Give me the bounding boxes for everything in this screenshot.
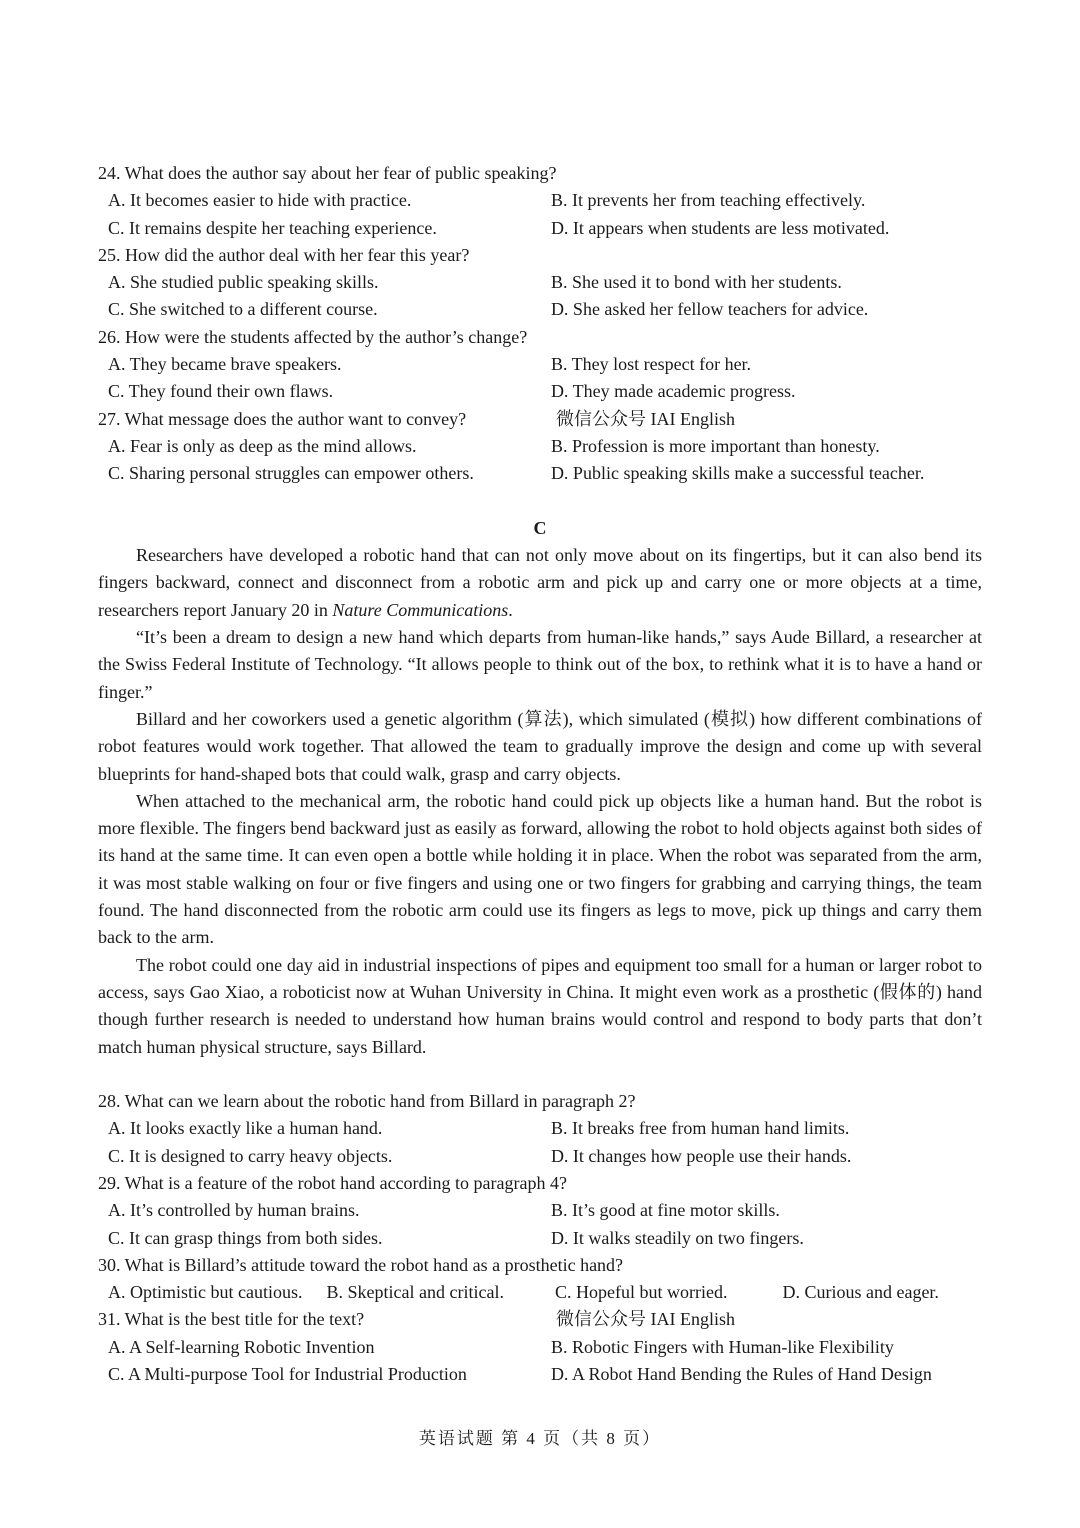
question-stem bbox=[98, 1088, 982, 1115]
option-d: D. A Robot Hand Bending the Rules of Hand Design bbox=[550, 1364, 932, 1385]
option-b: B. She used it to bond with her students. bbox=[550, 272, 842, 293]
option-c: C. It remains despite her teaching experience. bbox=[108, 217, 437, 238]
option-c: C. It is designed to carry heavy objects. bbox=[108, 1145, 393, 1166]
option-d: D. She asked her fellow teachers for advice. bbox=[550, 299, 869, 320]
option-row bbox=[98, 215, 982, 242]
option-row bbox=[98, 296, 982, 323]
question-stem bbox=[98, 406, 982, 433]
option-row bbox=[98, 433, 982, 460]
question-stem bbox=[98, 1170, 982, 1197]
option-row bbox=[98, 1197, 982, 1224]
option-a: A. Optimistic but cautious. bbox=[108, 1282, 303, 1303]
option-b: B. Robotic Fingers with Human-like Flexibility bbox=[550, 1336, 894, 1357]
section-title: C bbox=[533, 517, 547, 538]
watermark-note: 微信公众号 IAI English bbox=[556, 408, 735, 429]
paragraph bbox=[98, 542, 982, 624]
question-text: 29. What is a feature of the robot hand according to paragraph 4? bbox=[98, 1172, 567, 1193]
option-c: C. She switched to a different course. bbox=[108, 299, 378, 320]
option-row bbox=[98, 378, 982, 405]
paragraph bbox=[98, 788, 982, 952]
paragraph bbox=[98, 952, 982, 1061]
watermark-note: 微信公众号 IAI English bbox=[556, 1309, 735, 1330]
option-row bbox=[98, 351, 982, 378]
question-text: 25. How did the author deal with her fear this year? bbox=[98, 244, 470, 265]
option-d: D. Curious and eager. bbox=[782, 1282, 939, 1303]
question-text: 30. What is Billard’s attitude toward the robot hand as a prosthetic hand? bbox=[98, 1254, 624, 1275]
option-b: B. It’s good at fine motor skills. bbox=[550, 1200, 780, 1221]
option-c: C. It can grasp things from both sides. bbox=[108, 1227, 383, 1248]
option-b: B. Profession is more important than honesty. bbox=[550, 435, 880, 456]
option-d: D. It appears when students are less motivated. bbox=[550, 217, 890, 238]
option-row bbox=[98, 460, 982, 487]
option-d: D. It changes how people use their hands. bbox=[550, 1145, 852, 1166]
paragraph bbox=[98, 624, 982, 706]
option-row bbox=[98, 1361, 982, 1388]
paragraph-text: Billard and her coworkers used a genetic algorithm (算法), which simulated (模拟) how different combinations of robot features would work together. That allowed the team to gradually improve the design and come up with several blueprints for hand-shaped bots that could walk, grasp and carry objects. bbox=[98, 708, 982, 784]
questions-24-27 bbox=[98, 160, 982, 488]
question-text: 24. What does the author say about her fear of public speaking? bbox=[98, 163, 557, 183]
question-text: 28. What can we learn about the robotic hand from Billard in paragraph 2? bbox=[98, 1091, 636, 1112]
paragraph bbox=[98, 706, 982, 788]
option-row bbox=[98, 1334, 982, 1361]
journal-name: Nature Communications bbox=[332, 599, 509, 620]
option-b: B. They lost respect for her. bbox=[550, 354, 752, 375]
option-a: A. She studied public speaking skills. bbox=[108, 272, 379, 293]
question-stem bbox=[98, 160, 982, 187]
option-a: A. It looks exactly like a human hand. bbox=[108, 1118, 383, 1139]
page-footer: 英语试题 第 4 页（共 8 页） bbox=[418, 1429, 662, 1448]
option-b: B. Skeptical and critical. bbox=[326, 1282, 504, 1303]
question-stem bbox=[98, 1306, 982, 1333]
option-a: A. They became brave speakers. bbox=[108, 354, 342, 375]
paragraph-text: When attached to the mechanical arm, the robotic hand could pick up objects like a human hand. But the robot is more flexible. The fingers bend backward just as easily as forward, allowing the robot to hold objects against both sides of its hand at the same time. It can even open a bottle while holding it in place. When the robot was separated from the arm, it was most stable walking on four or five fingers and using one or two fingers for grabbing and carrying things, the team found. The hand disconnected from the robotic arm could use its fingers as legs to move, pick up things and carry them back to the arm. bbox=[98, 790, 982, 948]
paragraph-end: . bbox=[508, 599, 513, 620]
question-stem bbox=[98, 242, 982, 269]
question-text: 31. What is the best title for the text? bbox=[98, 1309, 365, 1330]
paragraph-text: The robot could one day aid in industrial inspections of pipes and equipment too small for a human or larger robot to access, says Gao Xiao, a roboticist now at Wuhan University in China. It might even work as a prosthetic (假体的) hand though further research is needed to understand how human brains would control and respond to body parts that don’t match human physical structure, says Billard. bbox=[98, 954, 982, 1057]
questions-28-31 bbox=[98, 1088, 982, 1388]
option-c: C. Sharing personal struggles can empower others. bbox=[108, 463, 474, 484]
question-text: 27. What message does the author want to convey? bbox=[98, 408, 467, 429]
question-stem bbox=[98, 1252, 982, 1279]
paragraph-text: “It’s been a dream to design a new hand which departs from human-like hands,” says Aude Billard, a researcher at the Swiss Federal Institute of Technology. “It allows people to think out of the box, to rethink what it is to have a hand or finger.” bbox=[98, 627, 982, 702]
option-d: D. Public speaking skills make a successful teacher. bbox=[550, 463, 925, 484]
passage-c bbox=[98, 542, 982, 1061]
paragraph-text: Researchers have developed a robotic hand that can not only move about on its fingertips, but it can also bend its fingers backward, connect and disconnect from a robotic arm and pick up and carry one or more objects at a time, researchers report January 20 in bbox=[98, 545, 982, 620]
option-c: C. Hopeful but worried. bbox=[554, 1282, 728, 1303]
option-b: B. It breaks free from human hand limits. bbox=[550, 1118, 850, 1139]
option-a: A. It becomes easier to hide with practice. bbox=[108, 190, 412, 211]
option-d: D. It walks steadily on two fingers. bbox=[550, 1227, 804, 1248]
exam-page bbox=[98, 160, 982, 1388]
option-row bbox=[98, 1279, 982, 1306]
option-d: D. They made academic progress. bbox=[550, 381, 796, 402]
option-a: A. A Self-learning Robotic Invention bbox=[108, 1336, 375, 1357]
option-row bbox=[98, 269, 982, 296]
option-a: A. It’s controlled by human brains. bbox=[108, 1200, 360, 1221]
option-b: B. It prevents her from teaching effectively. bbox=[550, 190, 866, 211]
option-row bbox=[98, 1115, 982, 1142]
option-a: A. Fear is only as deep as the mind allows. bbox=[108, 435, 417, 456]
question-text: 26. How were the students affected by the author’s change? bbox=[98, 326, 528, 347]
option-c: C. They found their own flaws. bbox=[108, 381, 334, 402]
option-c: C. A Multi-purpose Tool for Industrial Production bbox=[108, 1364, 467, 1385]
option-row bbox=[98, 1225, 982, 1252]
question-stem bbox=[98, 324, 982, 351]
option-row bbox=[98, 187, 982, 214]
option-row bbox=[98, 1143, 982, 1170]
